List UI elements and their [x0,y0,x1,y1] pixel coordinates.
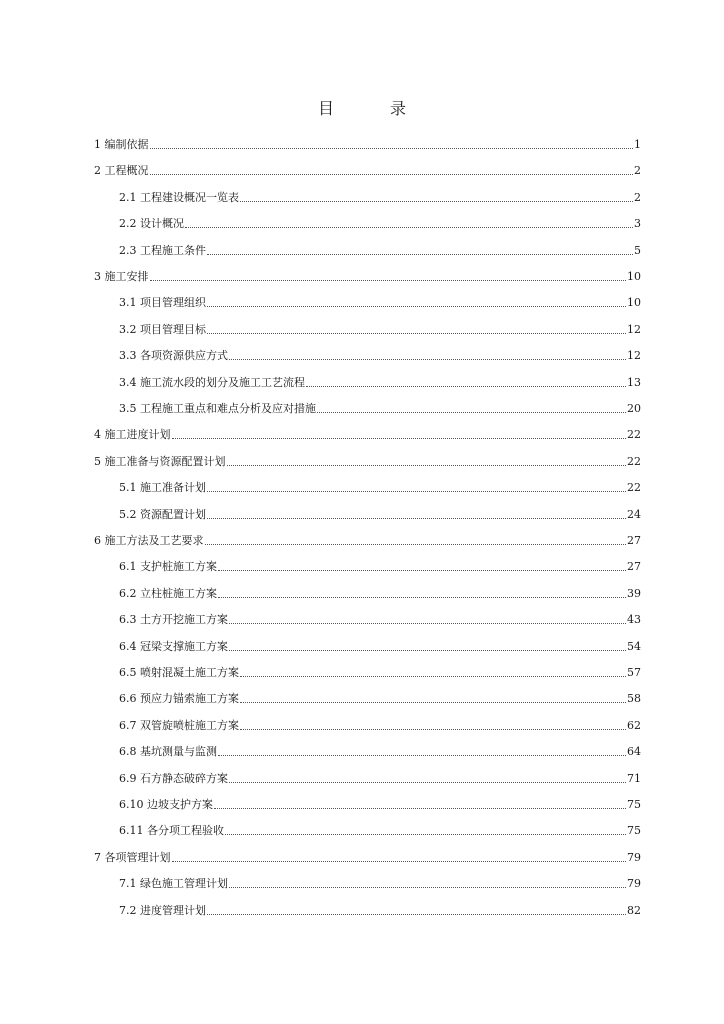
toc-entry[interactable] [94,160,641,178]
toc-entry-label: 6.8 基坑测量与监测 [119,745,217,759]
toc-entry-label: 6 施工方法及工艺要求 [94,534,204,547]
toc-dot-leader [317,411,626,413]
toc-dot-leader [207,305,626,307]
toc-dot-leader [150,173,634,175]
toc-entry[interactable] [119,715,641,733]
toc-entry[interactable] [94,424,641,442]
toc-entry-label: 6.10 边坡支护方案 [119,798,213,811]
toc-entry-label: 3.5 工程施工重点和难点分析及应对措施 [119,402,316,415]
toc-entry-page-number: 64 [627,745,641,759]
toc-entry[interactable] [119,372,641,390]
toc-dot-leader [229,781,626,783]
toc-entry[interactable] [119,820,641,838]
toc-entry[interactable] [94,451,641,469]
toc-entry-page-number: 27 [627,534,641,547]
toc-entry[interactable] [119,556,641,574]
toc-entry-label: 6.9 石方静态破碎方案 [119,771,228,785]
toc-entry[interactable] [119,768,641,786]
toc-entry-page-number: 24 [627,507,641,521]
toc-entry-label: 6.1 支护桩施工方案 [119,560,217,574]
toc-dot-leader [218,569,626,571]
toc-entry[interactable] [119,398,641,416]
toc-dot-leader [229,622,626,624]
toc-entry-label: 7.2 进度管理计划 [119,903,206,917]
toc-dot-leader [229,649,626,651]
toc-dot-leader [150,147,634,149]
toc-entry[interactable] [119,319,641,337]
toc-entry-page-number: 2 [634,190,641,204]
toc-entry-label: 2.1 工程建设概况一览表 [119,190,239,204]
toc-entry-label: 2.2 设计概况 [119,217,184,231]
toc-entry-page-number: 58 [627,692,641,706]
toc-entry-label: 6.6 预应力锚索施工方案 [119,692,239,706]
toc-entry[interactable] [119,240,641,258]
toc-entry[interactable] [119,662,641,680]
toc-entry[interactable] [119,292,641,310]
toc-entry[interactable] [119,187,641,205]
toc-dot-leader [218,754,626,756]
toc-entry-page-number: 10 [627,296,641,310]
toc-entry-label: 5 施工准备与资源配置计划 [94,454,226,468]
toc-entry-label: 6.3 土方开挖施工方案 [119,613,228,627]
toc-entry-label: 2 工程概况 [94,164,149,178]
toc-entry-label: 7.1 绿色施工管理计划 [119,877,228,891]
toc-entry-page-number: 12 [627,322,641,336]
toc-entry-page-number: 1 [634,138,641,151]
toc-entry-label: 6.2 立柱桩施工方案 [119,586,217,600]
toc-entry[interactable] [119,688,641,706]
toc-dot-leader [207,490,626,492]
toc-entry[interactable] [119,900,641,918]
toc-entry-page-number: 22 [627,428,641,442]
toc-entry-label: 3.3 各项资源供应方式 [119,349,228,363]
toc-entry[interactable] [119,609,641,627]
toc-entry[interactable] [119,477,641,495]
toc-entry-page-number: 79 [627,850,641,864]
toc-dot-leader [207,332,626,334]
toc-entry-label: 3 施工安排 [94,270,149,283]
toc-entry-page-number: 2 [634,164,641,178]
toc-entry-label: 1 编制依据 [94,138,149,151]
toc-entry-page-number: 82 [627,903,641,917]
toc-entry-label: 3.1 项目管理组织 [119,296,206,310]
toc-entry-page-number: 79 [627,877,641,891]
toc-dot-leader [240,701,626,703]
toc-entry[interactable] [94,266,641,284]
toc-entry-page-number: 57 [627,666,641,679]
toc-entry-page-number: 62 [627,718,641,732]
toc-dot-leader [150,279,627,281]
toc-entry-page-number: 75 [627,824,641,838]
toc-entry-label: 6.5 喷射混凝土施工方案 [119,666,239,679]
toc-dot-leader [240,675,626,677]
toc-entry-page-number: 3 [634,217,641,231]
toc-entry-label: 6.11 各分项工程验收 [119,824,224,838]
toc-dot-leader [185,226,633,228]
toc-entry[interactable] [119,636,641,654]
toc-entry-page-number: 13 [627,375,641,389]
toc-entry-page-number: 39 [627,586,641,600]
toc-entry-page-number: 22 [627,481,641,495]
toc-dot-leader [172,860,627,862]
toc-entry[interactable] [119,345,641,363]
toc-entry-page-number: 43 [627,613,641,627]
toc-entry-page-number: 12 [627,349,641,363]
toc-dot-leader [207,253,633,255]
toc-entry-label: 5.2 资源配置计划 [119,507,206,521]
toc-dot-leader [225,833,626,835]
toc-entry-page-number: 22 [627,454,641,468]
toc-entry[interactable] [119,504,641,522]
toc-entry-page-number: 20 [627,402,641,415]
toc-entry-page-number: 27 [627,560,641,574]
toc-dot-leader [240,200,633,202]
toc-entry[interactable] [119,873,641,891]
toc-entry[interactable] [119,794,641,812]
toc-dot-leader [218,596,626,598]
toc-entry-page-number: 75 [627,798,641,811]
toc-dot-leader [227,464,627,466]
toc-entry-label: 2.3 工程施工条件 [119,243,206,257]
toc-dot-leader [214,807,626,809]
toc-entry-label: 6.4 冠梁支撑施工方案 [119,639,228,653]
toc-entry[interactable] [94,847,641,865]
toc-entry-page-number: 10 [627,270,641,283]
toc-entry-page-number: 5 [634,243,641,257]
toc-entry-label: 3.2 项目管理目标 [119,322,206,336]
toc-entry-page-number: 71 [627,771,641,785]
toc-dot-leader [205,543,627,545]
toc-entry-label: 6.7 双管旋喷桩施工方案 [119,718,239,732]
toc-entry-page-number: 54 [627,639,641,653]
toc-dot-leader [207,517,626,519]
toc-dot-leader [207,913,626,915]
toc-entry[interactable] [119,583,641,601]
toc-dot-leader [229,358,626,360]
toc-entry-label: 5.1 施工准备计划 [119,481,206,495]
toc-entry-label: 3.4 施工流水段的划分及施工工艺流程 [119,375,305,389]
toc-entry-label: 7 各项管理计划 [94,850,171,864]
toc-dot-leader [229,886,626,888]
toc-entry[interactable] [119,741,641,759]
toc-entry-label: 4 施工进度计划 [94,428,171,442]
toc-dot-leader [240,728,626,730]
toc-entry[interactable] [94,530,641,548]
toc-entry[interactable] [94,134,641,152]
toc-dot-leader [172,437,627,439]
toc-entry[interactable] [119,213,641,231]
toc-title: 目 录 [317,99,426,118]
toc-dot-leader [306,385,626,387]
